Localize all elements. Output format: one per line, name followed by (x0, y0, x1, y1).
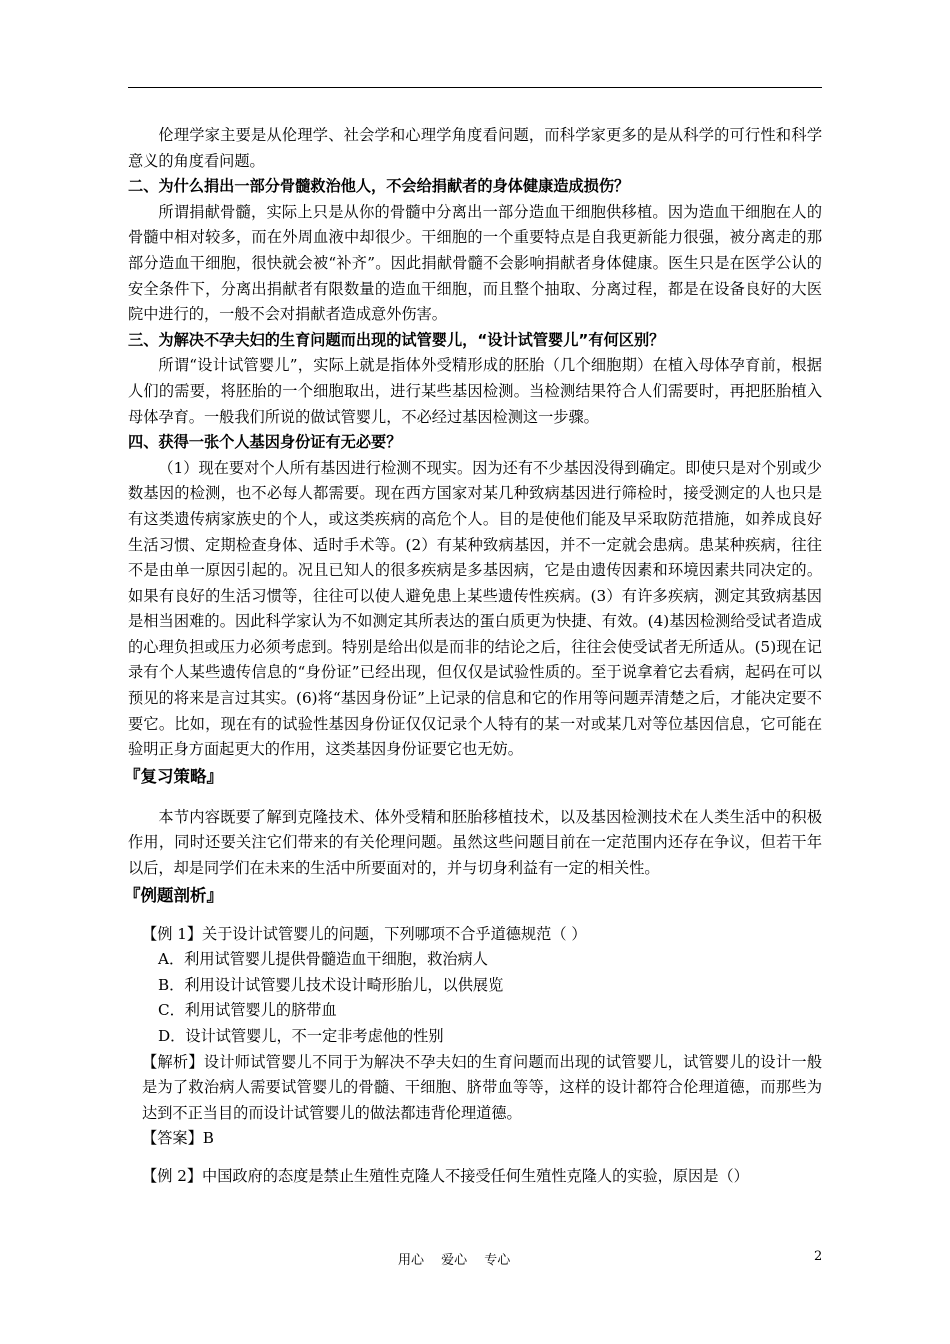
review-strategy-paragraph: 本节内容既要了解到克隆技术、体外受精和胚胎移植技术，以及基因检测技术在人类生活中的积极作用，同时还要关注它们带来的有关伦理问题。虽然这些问题目前在一定范围内还存在争议，但若干年以后，却是同学们在未来的生活中所要面对的，并与切身利益有一定的相关性。 (128, 807, 822, 878)
heading-gene-id: 四、获得一张个人基因身份证有无必要？ (128, 433, 402, 452)
page-number: 2 (814, 1249, 823, 1264)
intro-paragraph: 伦理学家主要是从伦理学、社会学和心理学角度看问题，而科学家更多的是从科学的可行性和科学意义的角度看问题。 (128, 126, 822, 170)
example-analysis-title: 『例题剖析』 (124, 885, 223, 905)
header-rule (128, 87, 822, 88)
page-body (124, 123, 822, 1190)
option-c: C．利用试管婴儿的脐带血 (158, 1001, 337, 1020)
option-d: D．设计试管婴儿，不一定非考虑他的性别 (158, 1027, 444, 1045)
example-1-question: 【例 1】关于设计试管婴儿的问题，下列哪项不合乎道德规范（ ） (142, 924, 587, 943)
heading-designer-baby: 三、为解决不孕夫妇的生育问题而出现的试管婴儿，“设计试管婴儿”有何区别？ (128, 330, 665, 349)
heading-bone-marrow: 二、为什么捐出一部分骨髓救治他人，不会给捐献者的身体健康造成损伤？ (128, 177, 630, 196)
bone-marrow-paragraph: 所谓捐献骨髓，实际上只是从你的骨髓中分离出一部分造血干细胞供移植。因为造血干细胞在人的骨髓中相对较多，而在外周血液中却很少。干细胞的一个重要特点是自我更新能力很强，被分离走的那部分造血干细胞，很快就会被“补齐”。因此捐献骨髓不会影响捐献者身体健康。医生只是在医学公认的安全条件下，分离出捐献者有限数量的造血干细胞，而且整个抽取、分离过程，都是在设备良好的大医院中进行的，一般不会对捐献者造成意外伤害。 (128, 202, 822, 324)
gene-id-paragraph: （1）现在要对个人所有基因进行检测不现实。因为还有不少基因没得到确定。即使只是对个别或少数基因的检测，也不必每人都需要。现在西方国家对某几种致病基因进行筛检时，接受测定的人也只是有这类遗传病家族史的个人，或这类疾病的高危个人。目的是使他们能及早采取防范措施，如养成良好生活习惯、定期检查身体、适时手术等。(2）有某种致病基因，并不一定就会患病。患某种疾病，往往不是由单一原因引起的。况且已知人的很多疾病是多基因病，它是由遗传因素和环境因素共同决定的。如果有良好的生活习惯等，往往可以使人避免患上某些遗传性疾病。(3）有许多疾病，测定其致病基因是相当困难的。因此科学家认为不如测定其所表达的蛋白质更为快捷、有效。(4)基因检测给受试者造成的心理负担或压力必须考虑到。特别是给出似是而非的结论之后，往往会使受试者无所适从。(5)现在记录有个人某些遗传信息的“身份证”已经出现，但仅仅是试验性质的。至于说拿着它去看病，起码在可以预见的将来是言过其实。(6)将“基因身份证”上记录的信息和它的作用等问题弄清楚之后，才能决定要不要它。比如，现在有的试验性基因身份证仅仅记录个人特有的某一对或某几对等位基因信息，它可能在验明正身方面起更大的作用，这类基因身份证要它也无妨。 (128, 458, 822, 759)
example-2-question: 【例 2】中国政府的态度是禁止生殖性克隆人不接受任何生殖性克隆人的实验，原因是（） (142, 1166, 749, 1185)
designer-baby-paragraph: 所谓“设计试管婴儿”，实际上就是指体外受精形成的胚胎（几个细胞期）在植入母体孕育前，根据人们的需要，将胚胎的一个细胞取出，进行某些基因检测。当检测结果符合人们需要时，再把胚胎植入母体孕育。一般我们所说的做试管婴儿，不必经过基因检测这一步骤。 (128, 356, 822, 426)
example-1-analysis: 【解析】设计师试管婴儿不同于为解决不孕夫妇的生育问题而出现的试管婴儿，试管婴儿的设计一般是为了救治病人需要试管婴儿的骨髓、干细胞、脐带血等等，这样的设计都符合伦理道德，而那些为达到不正当目的而设计试管婴儿的做法都违背伦理道德。 (142, 1052, 822, 1122)
example-1-answer: 【答案】B (142, 1129, 214, 1148)
footer-slogan: 用心 爱心 专心 (398, 1253, 511, 1268)
option-a: A．利用试管婴儿提供骨髓造血干细胞，救治病人 (158, 950, 488, 969)
review-strategy-title: 『复习策略』 (124, 766, 223, 786)
option-b: B．利用设计试管婴儿技术设计畸形胎儿，以供展览 (158, 975, 504, 994)
